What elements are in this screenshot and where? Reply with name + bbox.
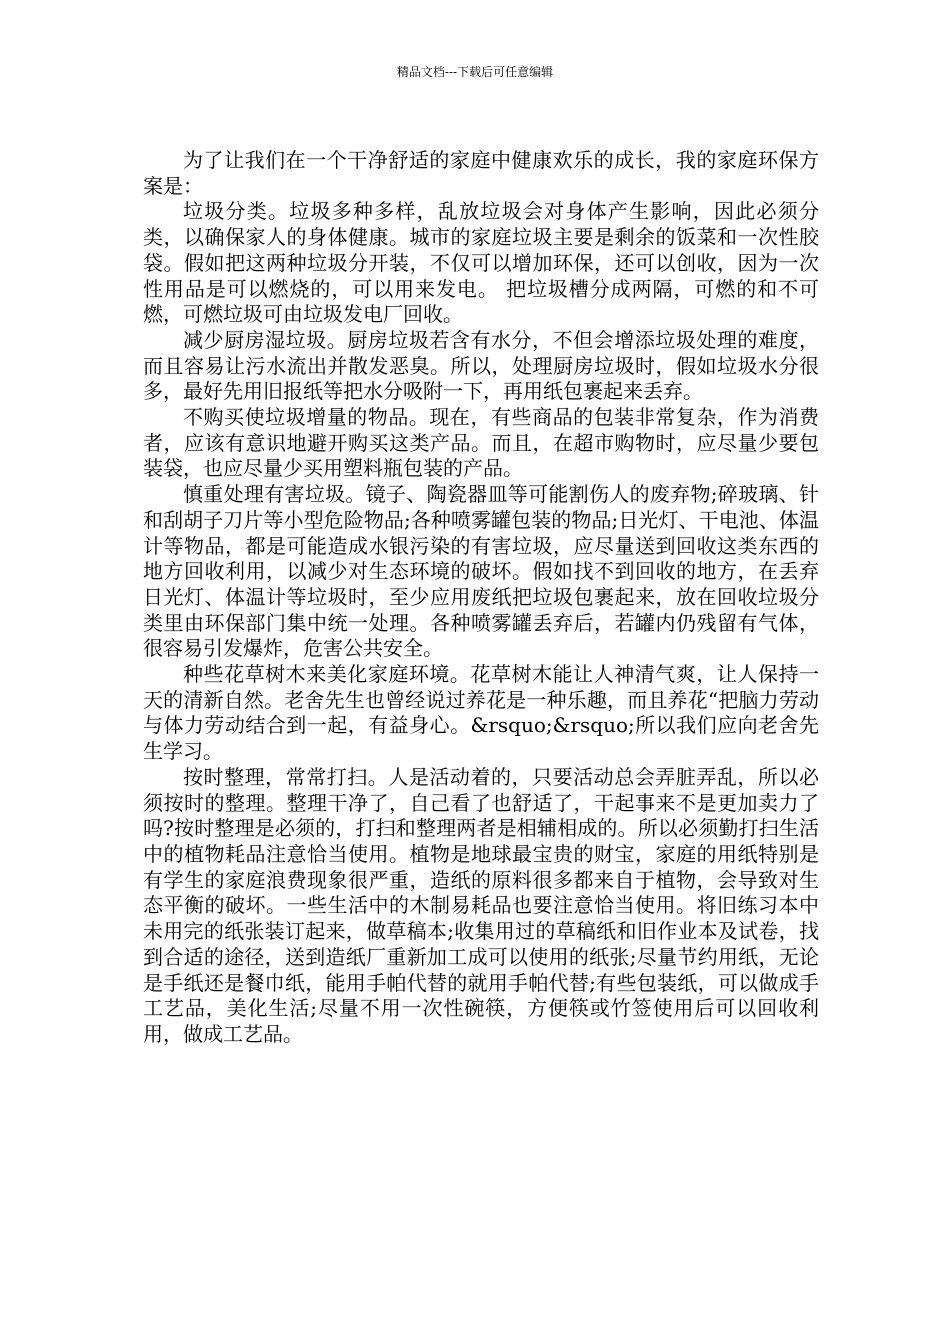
paragraph-kitchen-waste: 减少厨房湿垃圾。厨房垃圾若含有水分，不但会增添垃圾处理的难度，而且容易让污水流出并散发恶臭。所以，处理厨房垃圾时，假如垃圾水分很多，最好先用旧报纸等把水分吸附一下，再用纸包裹起来丢弃。 <box>143 327 819 404</box>
paragraph-hazardous-waste: 慎重处理有害垃圾。镜子、陶瓷器皿等可能割伤人的废弃物;碎玻璃、针和刮胡子刀片等小型危险物品;各种喷雾罐包装的物品;日光灯、干电池、体温计等物品，都是可能造成水银污染的有害垃圾，应尽量送到回收这类东西的地方回收利用，以减少对生态环境的破坏。假如找不到回收的地方，在丢弃日光灯、体温计等垃圾时，至少应用废纸把垃圾包裹起来，放在回收垃圾分类里由环保部门集中统一处理。各种喷雾罐丢弃后，若罐内仍残留有气体，很容易引发爆炸，危害公共安全。 <box>143 482 819 661</box>
paragraph-garbage-sorting: 垃圾分类。垃圾多种多样，乱放垃圾会对身体产生影响，因此必须分类，以确保家人的身体健康。城市的家庭垃圾主要是剩余的饭菜和一次性胶袋。假如把这两种垃圾分开装，不仅可以增加环保，还可以创收，因为一次性用品是可以燃烧的，可以用来发电。 把垃圾槽分成两隔，可燃的和不可燃，可燃垃圾可由垃圾发电厂回收。 <box>143 199 819 327</box>
document-body <box>143 148 819 1048</box>
paragraph-intro: 为了让我们在一个干净舒适的家庭中健康欢乐的成长，我的家庭环保方案是： <box>143 148 819 198</box>
paragraph-plants: 种些花草树木来美化家庭环境。花草树木能让人神清气爽，让人保持一天的清新自然。老舍先生也曾经说过养花是一种乐趣，而且养花“把脑力劳动与体力劳动结合到一起，有益身心。&rsquo;&rsquo;所以我们应向老舍先生学习。 <box>143 662 819 764</box>
paragraph-packaging: 不购买使垃圾增量的物品。现在，有些商品的包装非常复杂，作为消费者，应该有意识地避开购买这类产品。而且，在超市购物时，应尽量少要包装袋，也应尽量少买用塑料瓶包装的产品。 <box>143 405 819 481</box>
page-header: 精品文档---下载后可任意编辑 <box>396 65 554 79</box>
paragraph-cleaning: 按时整理，常常打扫。人是活动着的，只要活动总会弄脏弄乱，所以必须按时的整理。整理干净了，自己看了也舒适了，干起事来不是更加卖力了吗?按时整理是必须的，打扫和整理两者是相辅相成的。所以必须勤打扫生活中的植物耗品注意恰当使用。植物是地球最宝贵的财宝，家庭的用纸特别是有学生的家庭浪费现象很严重，造纸的原料很多都来自于植物，会导致对生态平衡的破坏。一些生活中的木制易耗品也要注意恰当使用。将旧练习本中未用完的纸张装订起来，做草稿本;收集用过的草稿纸和旧作业本及试卷，找到合适的途径，送到造纸厂重新加工成可以使用的纸张;尽量节约用纸，无论是手纸还是餐巾纸，能用手帕代替的就用手帕代替;有些包装纸，可以做成手工艺品，美化生活;尽量不用一次性碗筷，方便筷或竹签使用后可以回收利用，做成工艺品。 <box>143 764 819 1046</box>
